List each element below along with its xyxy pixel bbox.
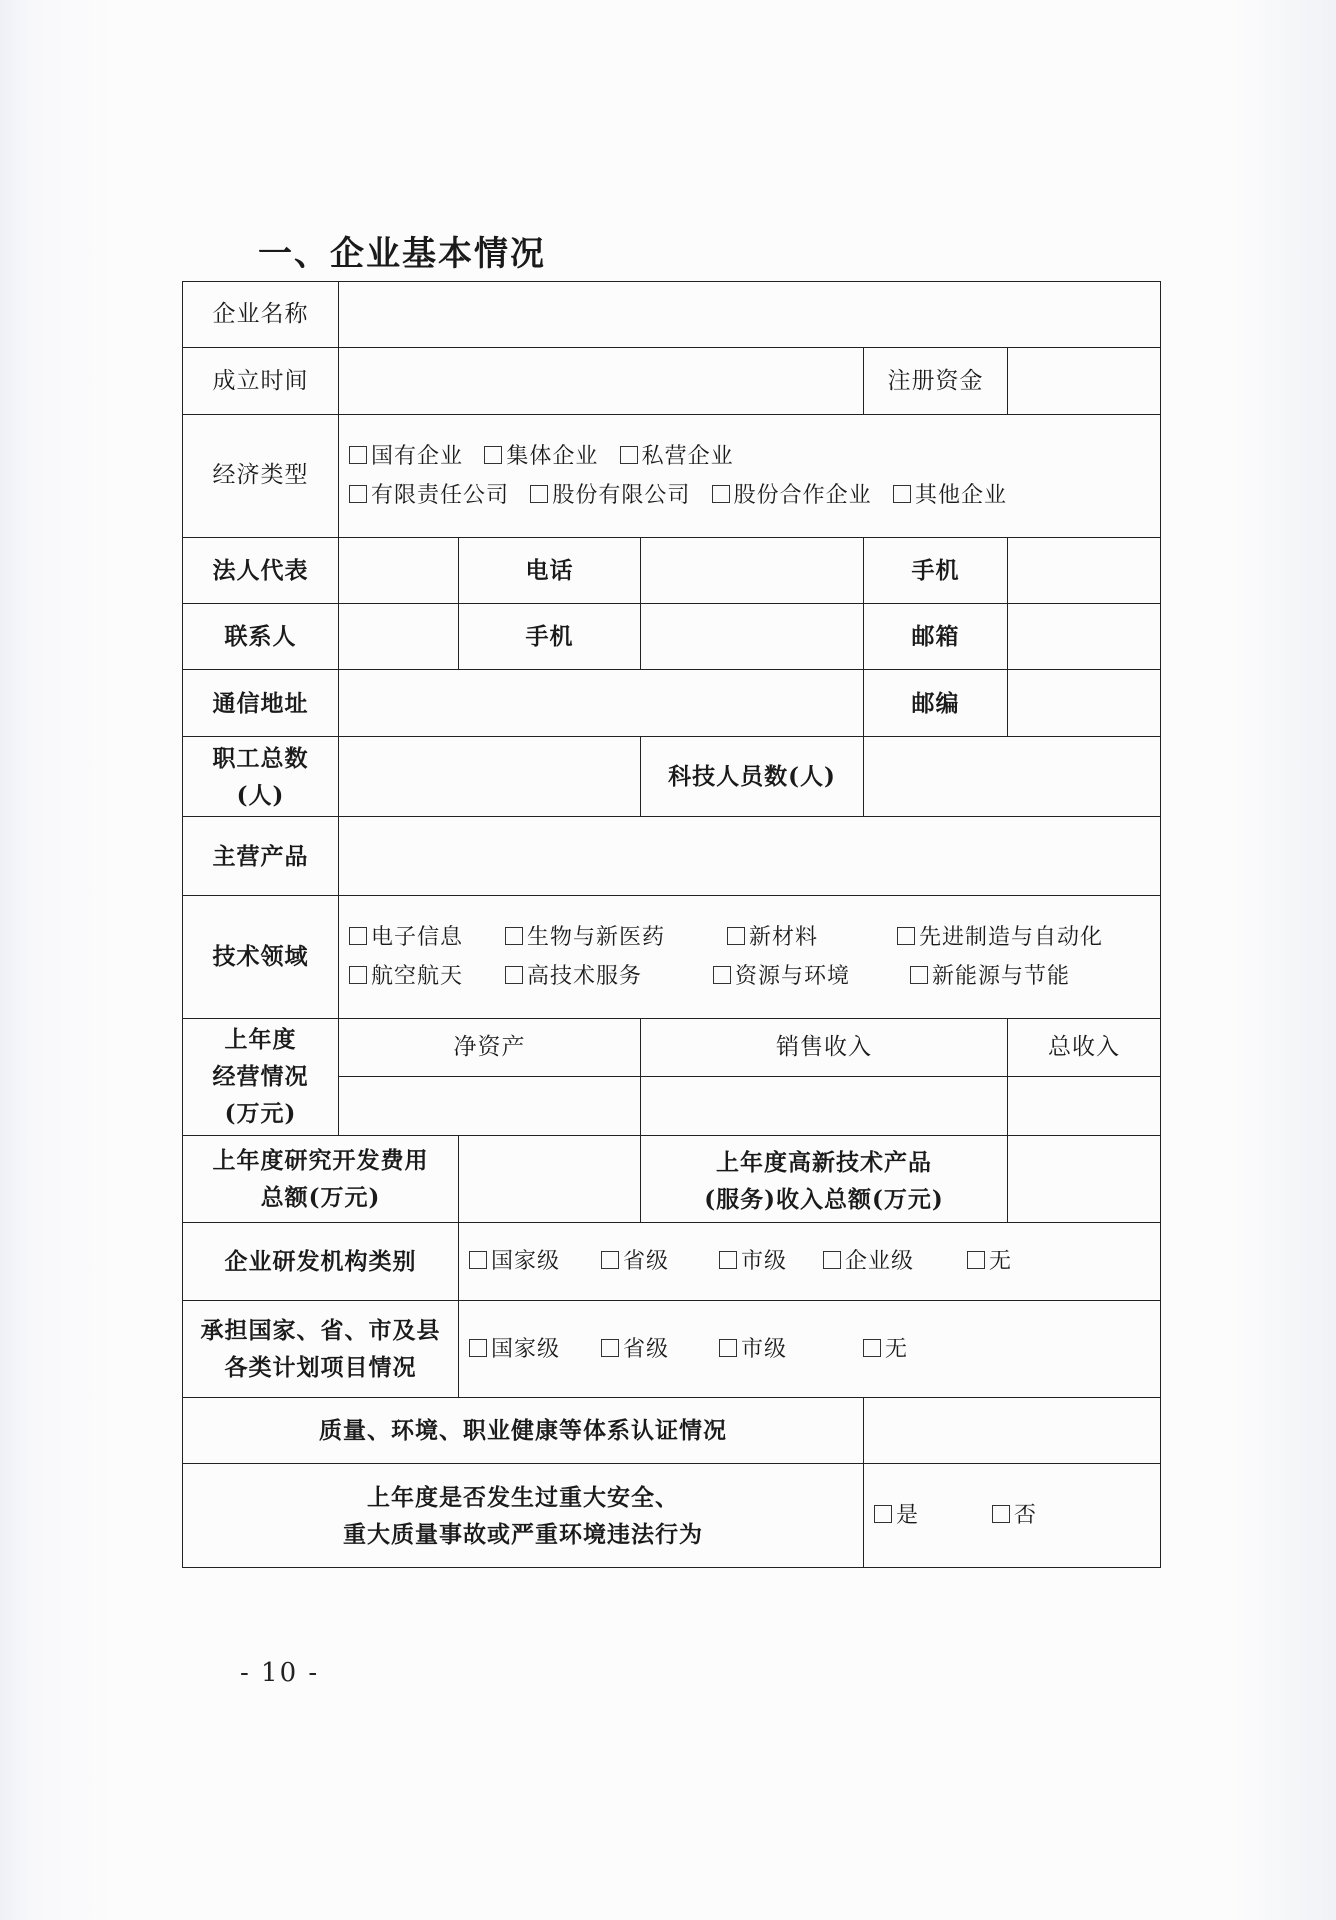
- option-llc[interactable]: [349, 477, 509, 515]
- total-revenue-field[interactable]: [1008, 1076, 1161, 1135]
- net-assets-field[interactable]: [339, 1076, 641, 1135]
- checkbox-icon[interactable]: [823, 1251, 841, 1269]
- employees-field[interactable]: [339, 736, 641, 817]
- checkbox-icon[interactable]: [349, 927, 367, 945]
- row-contact: [183, 603, 1161, 669]
- tech-field-label: 技术领域: [183, 895, 339, 1018]
- option-label: 电子信息: [371, 924, 464, 950]
- projects-label-line1: 承担国家、省、市及县: [200, 1317, 441, 1345]
- row-address: [183, 670, 1161, 736]
- checkbox-icon[interactable]: [620, 446, 638, 464]
- option-collective[interactable]: [484, 438, 598, 476]
- option-label: 市级: [741, 1249, 788, 1274]
- sales-revenue-label: 销售收入: [641, 1018, 1008, 1076]
- option-label: 国家级: [491, 1249, 561, 1274]
- certification-field[interactable]: [864, 1397, 1161, 1463]
- contact-label: 联系人: [183, 603, 339, 669]
- option-joint-stock[interactable]: [530, 477, 690, 515]
- address-field[interactable]: [339, 670, 864, 736]
- checkbox-icon[interactable]: [893, 485, 911, 503]
- option-label: 私营企业: [641, 443, 734, 469]
- row-tech-field: [183, 895, 1161, 1018]
- option-label: 国家级: [491, 1336, 561, 1362]
- hitech-income-line2: (服务)收入总额(万元): [704, 1186, 944, 1213]
- option-label: 股份有限公司: [552, 482, 691, 508]
- option-label: 省级: [623, 1249, 670, 1274]
- row-founded: [183, 348, 1161, 414]
- option-rd-enterprise[interactable]: [823, 1243, 967, 1280]
- last-year-ops-line3: (万元): [224, 1100, 297, 1128]
- postcode-label: 邮编: [864, 670, 1008, 736]
- option-aerospace[interactable]: [349, 958, 505, 996]
- checkbox-icon[interactable]: [719, 1251, 737, 1269]
- option-new-materials[interactable]: [727, 919, 897, 957]
- registered-capital-label: 注册资金: [864, 348, 1008, 414]
- contact-field[interactable]: [339, 603, 459, 669]
- option-label: 市级: [741, 1336, 788, 1362]
- option-label: 有限责任公司: [371, 482, 510, 508]
- registered-capital-field[interactable]: [1008, 348, 1161, 414]
- option-label: 国有企业: [371, 443, 464, 469]
- legal-rep-field[interactable]: [339, 537, 459, 603]
- tech-staff-field[interactable]: [864, 736, 1161, 817]
- email-field[interactable]: [1008, 603, 1161, 669]
- row-certification: [183, 1397, 1161, 1463]
- option-advanced-manufacturing[interactable]: [897, 919, 1103, 957]
- checkbox-icon[interactable]: [727, 927, 745, 945]
- employees-label-line2: (人): [236, 781, 285, 809]
- option-label: 新材料: [749, 924, 819, 950]
- hitech-income-text: [641, 1140, 1007, 1218]
- option-label: 资源与环境: [735, 963, 851, 989]
- checkbox-icon[interactable]: [874, 1505, 892, 1523]
- option-electronics[interactable]: [349, 919, 505, 957]
- tech-staff-label: 科技人员数(人): [641, 736, 864, 817]
- economic-type-label: 经济类型: [183, 414, 339, 537]
- email-label: 邮箱: [864, 603, 1008, 669]
- row-rd-expense: [183, 1136, 1161, 1223]
- option-label: 高技术服务: [527, 963, 643, 989]
- option-label: 新能源与节能: [932, 963, 1071, 989]
- option-label: 先进制造与自动化: [919, 924, 1104, 950]
- tech-field-row2: [349, 957, 1160, 996]
- legal-rep-label: 法人代表: [183, 537, 339, 603]
- option-label: 集体企业: [506, 443, 599, 469]
- checkbox-icon[interactable]: [469, 1339, 487, 1357]
- option-proj-municipal[interactable]: [719, 1331, 863, 1368]
- option-label: 企业级: [845, 1249, 915, 1274]
- last-year-ops-label: [183, 1018, 339, 1136]
- founded-label: 成立时间: [183, 348, 339, 414]
- economic-type-row2: [349, 476, 1160, 515]
- net-assets-label: 净资产: [339, 1018, 641, 1076]
- address-label: 通信地址: [183, 670, 339, 736]
- option-cooperative[interactable]: [712, 477, 872, 515]
- option-hitech-services[interactable]: [505, 958, 713, 996]
- sales-revenue-field[interactable]: [641, 1076, 1008, 1135]
- option-proj-none[interactable]: [863, 1331, 908, 1368]
- option-incident-no[interactable]: [992, 1497, 1037, 1534]
- checkbox-icon[interactable]: [967, 1251, 985, 1269]
- enterprise-info-form: [182, 281, 1160, 1568]
- option-biomed[interactable]: [505, 919, 727, 957]
- option-rd-provincial[interactable]: [601, 1243, 719, 1280]
- last-year-ops-line2: 经营情况: [212, 1063, 309, 1091]
- option-label: 是: [896, 1503, 920, 1529]
- hitech-income-field[interactable]: [1008, 1136, 1161, 1223]
- rd-expense-line1: 上年度研究开发费用: [212, 1147, 429, 1174]
- mobile-field[interactable]: [1008, 537, 1161, 603]
- section-title: 一、企业基本情况: [258, 234, 546, 274]
- projects-label-line2: 各类计划项目情况: [224, 1354, 417, 1382]
- checkbox-icon[interactable]: [601, 1251, 619, 1269]
- checkbox-icon[interactable]: [863, 1339, 881, 1357]
- mobile-label: 手机: [864, 537, 1008, 603]
- last-year-ops-line1: 上年度: [224, 1026, 297, 1054]
- postcode-field[interactable]: [1008, 670, 1161, 736]
- rd-org-label: 企业研发机构类别: [183, 1222, 459, 1300]
- option-proj-provincial[interactable]: [601, 1331, 719, 1368]
- certification-label: 质量、环境、职业健康等体系认证情况: [183, 1397, 864, 1463]
- checkbox-icon[interactable]: [910, 966, 928, 984]
- option-rd-none[interactable]: [967, 1243, 1012, 1280]
- contact-mobile-label: 手机: [459, 603, 641, 669]
- company-name-label: 企业名称: [183, 282, 339, 348]
- option-resources-environment[interactable]: [713, 958, 910, 996]
- total-revenue-label: 总收入: [1008, 1018, 1161, 1076]
- rd-org-options: [459, 1222, 1161, 1300]
- founded-field[interactable]: [339, 348, 864, 414]
- checkbox-icon[interactable]: [897, 927, 915, 945]
- option-label: 生物与新医药: [527, 924, 666, 950]
- checkbox-icon[interactable]: [469, 1251, 487, 1269]
- form-table: [182, 281, 1161, 1568]
- checkbox-icon[interactable]: [484, 446, 502, 464]
- page-number: - 10 -: [240, 1658, 320, 1688]
- row-employees: [183, 736, 1161, 817]
- phone-label: 电话: [459, 537, 641, 603]
- hitech-income-line1: 上年度高新技术产品: [716, 1149, 932, 1176]
- option-private[interactable]: [620, 438, 734, 476]
- checkbox-icon[interactable]: [992, 1505, 1010, 1523]
- hitech-income-label: [641, 1136, 1008, 1223]
- row-main-product: [183, 817, 1161, 895]
- option-other[interactable]: [893, 477, 1007, 515]
- row-projects: [183, 1301, 1161, 1398]
- row-legal-rep: [183, 537, 1161, 603]
- option-label: 无: [885, 1336, 909, 1362]
- row-company-name: [183, 282, 1161, 348]
- row-incidents: [183, 1464, 1161, 1568]
- rd-expense-field[interactable]: [459, 1136, 641, 1223]
- main-product-field[interactable]: [339, 817, 1161, 895]
- checkbox-icon[interactable]: [349, 446, 367, 464]
- row-operations-header: [183, 1018, 1161, 1076]
- option-rd-national[interactable]: [469, 1243, 601, 1280]
- checkbox-icon[interactable]: [505, 966, 523, 984]
- checkbox-icon[interactable]: [713, 966, 731, 984]
- projects-label: [183, 1301, 459, 1398]
- option-label: 无: [989, 1249, 1013, 1274]
- tech-field-row1: [349, 918, 1160, 957]
- checkbox-icon[interactable]: [349, 966, 367, 984]
- phone-field[interactable]: [641, 537, 864, 603]
- incident-label-line2: 重大质量事故或严重环境违法行为: [343, 1520, 703, 1548]
- option-label: 其他企业: [914, 482, 1007, 508]
- checkbox-icon[interactable]: [349, 485, 367, 503]
- checkbox-icon[interactable]: [719, 1339, 737, 1357]
- option-state-owned[interactable]: [349, 438, 463, 476]
- row-rd-org: [183, 1222, 1161, 1300]
- employees-label: [183, 736, 339, 817]
- checkbox-icon[interactable]: [530, 485, 548, 503]
- option-new-energy[interactable]: [910, 958, 1070, 996]
- company-name-field[interactable]: [339, 282, 1161, 348]
- option-label: 股份合作企业: [733, 482, 872, 508]
- incident-label-line1: 上年度是否发生过重大安全、: [367, 1483, 679, 1511]
- economic-type-row1: [349, 437, 1160, 476]
- option-label: 否: [1014, 1503, 1038, 1529]
- incident-label: [183, 1464, 864, 1568]
- option-label: 航空航天: [371, 963, 464, 989]
- tech-field-options: [339, 895, 1161, 1018]
- contact-mobile-field[interactable]: [641, 603, 864, 669]
- option-incident-yes[interactable]: [874, 1497, 992, 1534]
- option-rd-municipal[interactable]: [719, 1243, 823, 1280]
- projects-options: [459, 1301, 1161, 1398]
- economic-type-options: [339, 414, 1161, 537]
- employees-label-line1: 职工总数: [212, 744, 309, 772]
- rd-expense-line2: 总额(万元): [260, 1184, 381, 1211]
- checkbox-icon[interactable]: [712, 485, 730, 503]
- incident-options: [864, 1464, 1161, 1568]
- checkbox-icon[interactable]: [601, 1339, 619, 1357]
- rd-expense-label: [183, 1136, 459, 1223]
- checkbox-icon[interactable]: [505, 927, 523, 945]
- option-proj-national[interactable]: [469, 1331, 601, 1368]
- main-product-label: 主营产品: [183, 817, 339, 895]
- row-economic-type: [183, 414, 1161, 537]
- option-label: 省级: [623, 1336, 670, 1362]
